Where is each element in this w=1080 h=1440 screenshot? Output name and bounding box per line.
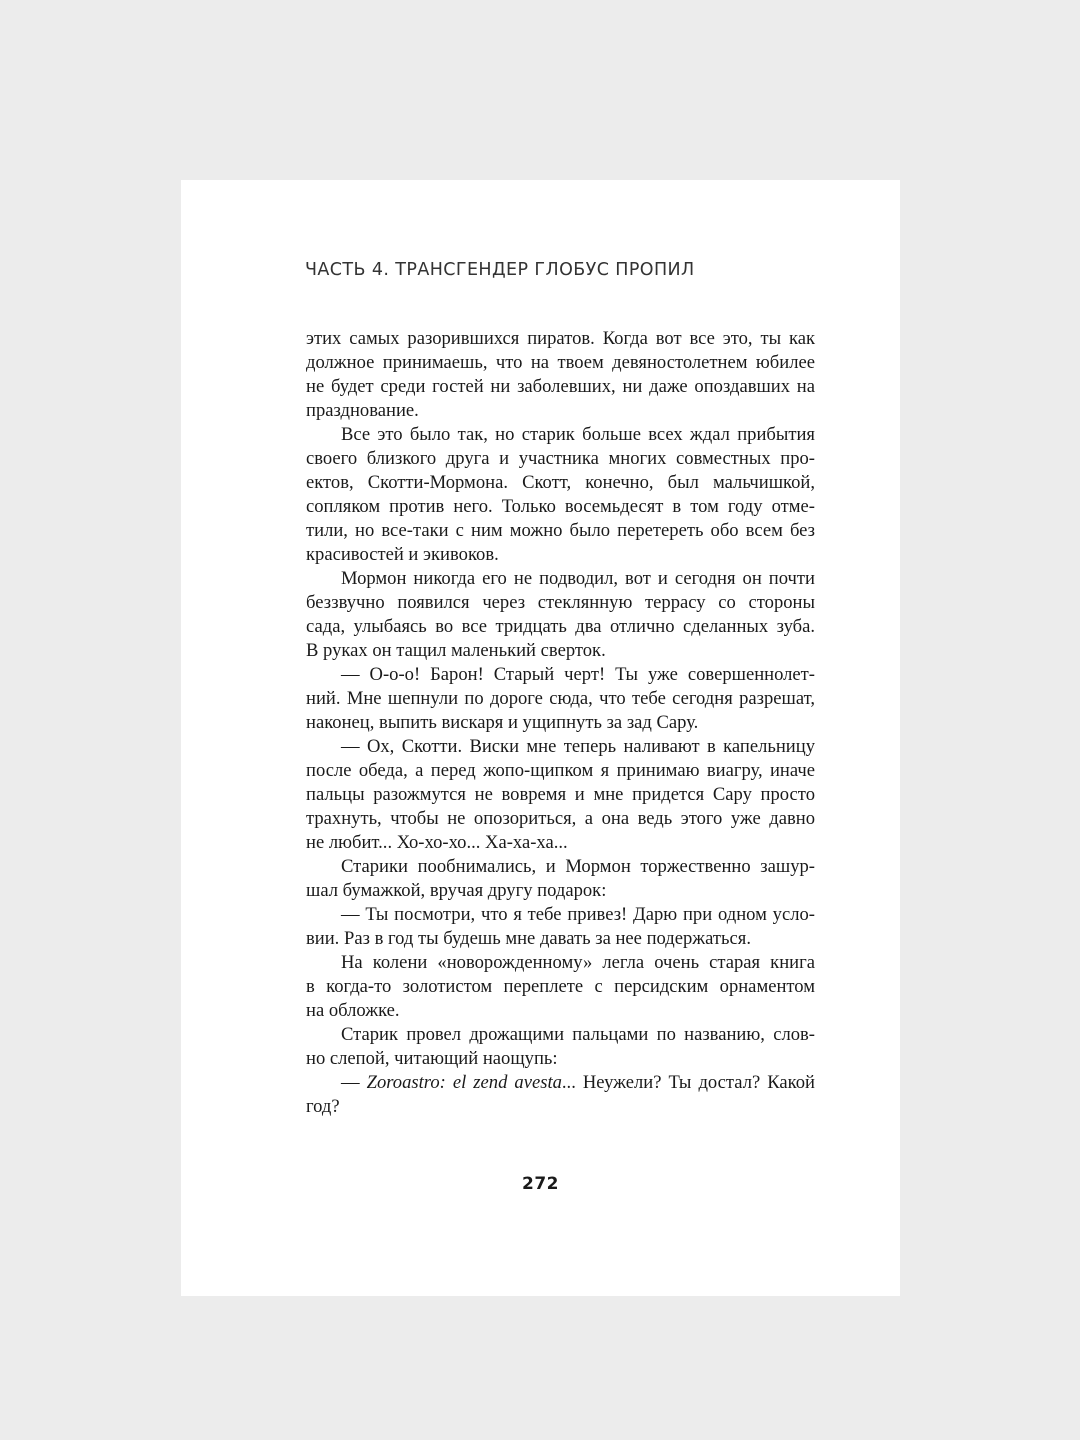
- text-fragment: —: [341, 1072, 367, 1093]
- text-line: сопляком против него. Только восемьдесят в том году отме-: [306, 496, 815, 517]
- text-line: после обеда, а перед жопо-щипком я принимаю виагру, иначе: [306, 760, 815, 781]
- text-line: своего близкого друга и участника многих совместных про-: [306, 448, 815, 469]
- text-line: пальцы разожмутся не вовремя и мне придется Сару просто: [306, 784, 815, 805]
- text-line: беззвучно появился через стеклянную террасу со стороны: [306, 592, 815, 613]
- text-line: сада, улыбаясь во все тридцать два отлично сделанных зуба.: [306, 616, 815, 637]
- book-page: [181, 180, 900, 1296]
- text-line: Мормон никогда его не подводил, вот и сегодня он почти: [341, 568, 815, 589]
- text-line: но слепой, читающий наощупь:: [306, 1048, 558, 1069]
- running-head: ЧАСТЬ 4. ТРАНСГЕНДЕР ГЛОБУС ПРОПИЛ: [305, 260, 695, 280]
- text-line: — О-о-о! Барон! Старый черт! Ты уже совершеннолет-: [341, 664, 815, 685]
- text-line: не будет среди гостей ни заболевших, ни даже опоздавших на: [306, 376, 815, 397]
- text-line: ний. Мне шепнули по дороге сюда, что тебе сегодня разрешат,: [306, 688, 815, 709]
- text-line: в когда-то золотистом переплете с персидским орнаментом: [306, 976, 815, 997]
- text-line: этих самых разорившихся пиратов. Когда вот все это, ты как: [306, 328, 815, 349]
- text-line: В руках он тащил маленький сверток.: [306, 640, 606, 661]
- text-fragment: ... Неужели? Ты достал? Какой: [561, 1072, 815, 1093]
- text-line: На колени «новорожденному» легла очень старая книга: [341, 952, 815, 973]
- text-line: Все это было так, но старик больше всех ждал прибытия: [341, 424, 815, 445]
- book-title-italic: Zoroastro: el zend avesta: [366, 1072, 562, 1093]
- text-line: Старик провел дрожащими пальцами по названию, слов-: [341, 1024, 815, 1045]
- text-line: год?: [306, 1096, 340, 1117]
- text-line: вии. Раз в год ты будешь мне давать за нее подержаться.: [306, 928, 751, 949]
- text-line: ектов, Скотти-Мормона. Скотт, конечно, был мальчишкой,: [306, 472, 815, 493]
- text-line: — Ох, Скотти. Виски мне теперь наливают в капельницу: [341, 736, 815, 757]
- text-line: должное принимаешь, что на твоем девяностолетнем юбилее: [306, 352, 815, 373]
- text-line: — Ты посмотри, что я тебе привез! Дарю при одном усло-: [341, 904, 815, 925]
- body-text: [306, 327, 815, 1119]
- text-line: на обложке.: [306, 1000, 400, 1021]
- text-line: тили, но все-таки с ним можно было перетереть обо всем без: [306, 520, 815, 541]
- text-line: шал бумажкой, вручая другу подарок:: [306, 880, 607, 901]
- text-line: красивостей и экивоков.: [306, 544, 499, 565]
- text-line: Старики пообнимались, и Мормон торжественно зашур-: [341, 856, 815, 877]
- text-line: празднование.: [306, 400, 419, 421]
- text-line: наконец, выпить вискаря и ущипнуть за зад Сару.: [306, 712, 699, 733]
- text-line: [306, 1071, 815, 1095]
- text-line: трахнуть, чтобы не опозориться, а она ведь этого уже давно: [306, 808, 815, 829]
- page-number: 272: [522, 1174, 559, 1194]
- text-line: не любит... Хо-хо-хо... Ха-ха-ха...: [306, 832, 568, 853]
